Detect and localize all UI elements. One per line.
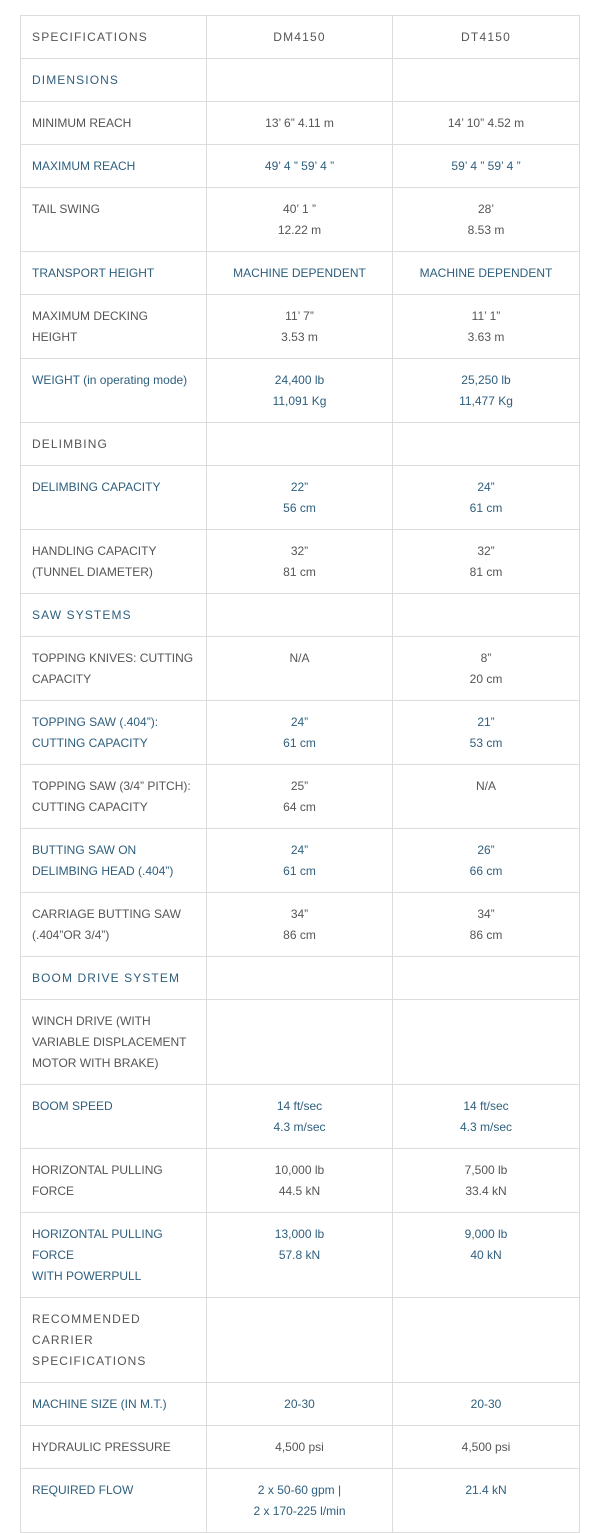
table-row: [21, 188, 580, 252]
dt4150-value: 81 cm: [469, 565, 503, 579]
dt4150-value-cell: [393, 1298, 580, 1383]
dm4150-value: 44.5 kN: [278, 1184, 321, 1198]
dm4150-value: 32”: [290, 544, 309, 558]
spec-label-cell: [21, 701, 207, 765]
spec-label: HYDRAULIC PRESSURE: [32, 1440, 171, 1454]
section-title: SAW SYSTEMS: [32, 608, 132, 622]
dt4150-value: N/A: [475, 779, 496, 793]
dm4150-value: 64 cm: [283, 800, 316, 814]
dm4150-value: 14 ft/sec: [276, 1099, 323, 1113]
spec-label-cell: [21, 1469, 207, 1533]
spec-label: MACHINE SIZE (IN M.T.): [32, 1397, 167, 1411]
spec-label: CAPACITY: [32, 672, 92, 686]
spec-label-cell: [21, 829, 207, 893]
spec-label: WINCH DRIVE (WITH: [32, 1014, 151, 1028]
specifications-panel: [20, 15, 579, 1533]
section-title-cell: [21, 594, 207, 637]
dt4150-value-cell: [393, 594, 580, 637]
spec-label: BUTTING SAW ON: [32, 843, 137, 857]
dm4150-value: 61 cm: [283, 736, 316, 750]
table-row: [21, 145, 580, 188]
dm4150-value: 61 cm: [283, 864, 316, 878]
header-dm4150: DM4150: [207, 16, 393, 59]
dm4150-value-cell: [207, 1149, 393, 1213]
dm4150-value-cell: [207, 145, 393, 188]
dm4150-value: 24,400 lb: [274, 373, 325, 387]
spec-label-cell: [21, 765, 207, 829]
table-row: [21, 1469, 580, 1533]
spec-label: DELIMBING HEAD (.404”): [32, 864, 174, 878]
dt4150-value-cell: [393, 530, 580, 594]
spec-label: HORIZONTAL PULLING FORCE: [32, 1227, 163, 1262]
spec-label: CUTTING CAPACITY: [32, 800, 148, 814]
spec-label: CARRIAGE BUTTING SAW: [32, 907, 181, 921]
table-row: [21, 1085, 580, 1149]
section-header-row: [21, 1298, 580, 1383]
dm4150-value-cell: [207, 594, 393, 637]
dt4150-value: 3.63 m: [467, 330, 505, 344]
dm4150-value: 3.53 m: [281, 330, 318, 344]
table-row: [21, 1426, 580, 1469]
dt4150-value: 40 kN: [470, 1248, 502, 1262]
header-dt4150: DT4150: [393, 16, 580, 59]
dm4150-value: 86 cm: [283, 928, 316, 942]
dt4150-value: 86 cm: [469, 928, 503, 942]
dm4150-value-cell: [207, 295, 393, 359]
dt4150-value: 8.53 m: [467, 223, 505, 237]
dt4150-value-cell: [393, 1000, 580, 1085]
dm4150-value: 10,000 lb: [274, 1163, 325, 1177]
header-specifications: SPECIFICATIONS: [21, 16, 207, 59]
section-header-row: [21, 423, 580, 466]
section-title: BOOM DRIVE SYSTEM: [32, 971, 181, 985]
dm4150-value-cell: [207, 893, 393, 957]
dm4150-value: 81 cm: [283, 565, 316, 579]
spec-label-cell: [21, 1213, 207, 1298]
dt4150-value: 61 cm: [469, 501, 503, 515]
spec-label-cell: [21, 466, 207, 530]
table-row: [21, 1383, 580, 1426]
spec-label-cell: [21, 1383, 207, 1426]
dt4150-value: 32”: [477, 544, 495, 558]
dt4150-value-cell: [393, 701, 580, 765]
dm4150-value: 56 cm: [283, 501, 316, 515]
dt4150-value-cell: [393, 295, 580, 359]
spec-label-cell: [21, 145, 207, 188]
dt4150-value: 11,477 Kg: [459, 394, 513, 408]
spec-label-cell: [21, 530, 207, 594]
spec-label: (TUNNEL DIAMETER): [32, 565, 153, 579]
table-row: [21, 765, 580, 829]
dm4150-value: 13’ 6” 4.11 m: [265, 116, 334, 130]
spec-label: TOPPING KNIVES: CUTTING: [32, 651, 194, 665]
dt4150-value: 21”: [477, 715, 495, 729]
dt4150-value-cell: [393, 359, 580, 423]
dm4150-value-cell: [207, 423, 393, 466]
dt4150-value-cell: [393, 188, 580, 252]
table-row: [21, 893, 580, 957]
dm4150-value-cell: [207, 1085, 393, 1149]
dt4150-value: 59’ 4 ” 59’ 4 ”: [451, 159, 521, 173]
dt4150-value-cell: [393, 637, 580, 701]
spec-label-cell: [21, 359, 207, 423]
dm4150-value: 57.8 kN: [278, 1248, 321, 1262]
spec-label: (.404”OR 3/4”): [32, 928, 110, 942]
section-title: CARRIER: [32, 1333, 94, 1347]
dm4150-value-cell: [207, 102, 393, 145]
dm4150-value-cell: [207, 1426, 393, 1469]
spec-label-cell: [21, 188, 207, 252]
dm4150-value-cell: [207, 957, 393, 1000]
section-title-cell: [21, 59, 207, 102]
dm4150-value: 24”: [290, 715, 309, 729]
dm4150-value: 13,000 lb: [274, 1227, 325, 1241]
spec-label: CUTTING CAPACITY: [32, 736, 148, 750]
dt4150-value-cell: [393, 102, 580, 145]
spec-label: VARIABLE DISPLACEMENT: [32, 1035, 187, 1049]
spec-label: TOPPING SAW (3/4” PITCH):: [32, 779, 191, 793]
table-row: [21, 701, 580, 765]
section-title: SPECIFICATIONS: [32, 1354, 147, 1368]
dt4150-value: 9,000 lb: [464, 1227, 508, 1241]
dt4150-value: 26”: [477, 843, 495, 857]
dm4150-value-cell: [207, 1469, 393, 1533]
spec-label: MINIMUM REACH: [32, 116, 132, 130]
dt4150-value: 66 cm: [469, 864, 503, 878]
dt4150-value: 4.3 m/sec: [459, 1120, 513, 1134]
dm4150-value: MACHINE DEPENDENT: [233, 266, 366, 280]
spec-label: MOTOR WITH BRAKE): [32, 1056, 159, 1070]
dt4150-value-cell: [393, 957, 580, 1000]
spec-label: WITH POWERPULL: [32, 1269, 142, 1283]
spec-label: HANDLING CAPACITY: [32, 544, 157, 558]
table-row: [21, 829, 580, 893]
dm4150-value: 22”: [290, 480, 309, 494]
table-body: [21, 59, 580, 1533]
dm4150-value: 2 x 170-225 l/min: [253, 1504, 346, 1518]
spec-label-cell: [21, 637, 207, 701]
dt4150-value-cell: [393, 145, 580, 188]
dm4150-value-cell: [207, 1383, 393, 1426]
spec-label-cell: [21, 1000, 207, 1085]
dm4150-value: 25”: [290, 779, 309, 793]
dm4150-value-cell: [207, 530, 393, 594]
spec-label-cell: [21, 893, 207, 957]
dm4150-value-cell: [207, 59, 393, 102]
dt4150-value-cell: [393, 1085, 580, 1149]
dt4150-value: MACHINE DEPENDENT: [419, 266, 553, 280]
dt4150-value: 20 cm: [469, 672, 503, 686]
dm4150-value-cell: [207, 466, 393, 530]
dt4150-value: 11’ 1”: [471, 309, 501, 323]
dt4150-value: 25,250 lb: [461, 373, 511, 387]
table-row: [21, 1213, 580, 1298]
spec-label: WEIGHT (in operating mode): [32, 373, 188, 387]
spec-label: REQUIRED FLOW: [32, 1483, 134, 1497]
dt4150-value: 8”: [480, 651, 492, 665]
dt4150-value: 20-30: [470, 1397, 502, 1411]
table-row: [21, 1000, 580, 1085]
section-title: DIMENSIONS: [32, 73, 120, 87]
dm4150-value-cell: [207, 637, 393, 701]
table-header-row: [21, 16, 580, 59]
dm4150-value: 12.22 m: [277, 223, 322, 237]
dt4150-value-cell: [393, 1426, 580, 1469]
dt4150-value-cell: [393, 59, 580, 102]
dt4150-value: 28’: [477, 202, 494, 216]
dm4150-value-cell: [207, 188, 393, 252]
table-row: [21, 295, 580, 359]
dt4150-value: 33.4 kN: [465, 1184, 507, 1198]
dm4150-value-cell: [207, 359, 393, 423]
table-row: [21, 466, 580, 530]
dt4150-value-cell: [393, 1213, 580, 1298]
dm4150-value: 20-30: [284, 1397, 315, 1411]
dm4150-value: 11,091 Kg: [272, 394, 327, 408]
dm4150-value: 11’ 7”: [285, 309, 314, 323]
spec-label-cell: [21, 295, 207, 359]
dt4150-value-cell: [393, 423, 580, 466]
spec-label: TOPPING SAW (.404”):: [32, 715, 159, 729]
dt4150-value: 24”: [477, 480, 495, 494]
spec-label: BOOM SPEED: [32, 1099, 113, 1113]
spec-label: MAXIMUM DECKING HEIGHT: [32, 309, 149, 344]
table-row: [21, 102, 580, 145]
dm4150-value-cell: [207, 701, 393, 765]
dm4150-value: 40’ 1 ”: [283, 202, 316, 216]
dm4150-value: 24”: [290, 843, 309, 857]
dm4150-value: 4,500 psi: [275, 1440, 324, 1454]
section-header-row: [21, 594, 580, 637]
dt4150-value-cell: [393, 1383, 580, 1426]
dt4150-value: 4,500 psi: [461, 1440, 511, 1454]
table-row: [21, 637, 580, 701]
dm4150-value-cell: [207, 1000, 393, 1085]
spec-label-cell: [21, 1085, 207, 1149]
section-title-cell: [21, 957, 207, 1000]
spec-label-cell: [21, 102, 207, 145]
section-header-row: [21, 59, 580, 102]
dm4150-value-cell: [207, 1213, 393, 1298]
section-title: DELIMBING: [32, 437, 108, 451]
dm4150-value: N/A: [289, 651, 310, 665]
spec-label-cell: [21, 1149, 207, 1213]
dm4150-value: 49’ 4 ” 59’ 4 ”: [264, 159, 335, 173]
dm4150-value: 4.3 m/sec: [273, 1120, 326, 1134]
table-row: [21, 359, 580, 423]
dt4150-value: 14 ft/sec: [463, 1099, 509, 1113]
dm4150-value-cell: [207, 252, 393, 295]
section-header-row: [21, 957, 580, 1000]
section-title-cell: [21, 1298, 207, 1383]
dt4150-value-cell: [393, 1469, 580, 1533]
section-title: RECOMMENDED: [32, 1312, 141, 1326]
spec-label: TAIL SWING: [32, 202, 101, 216]
spec-label: DELIMBING CAPACITY: [32, 480, 161, 494]
dt4150-value-cell: [393, 765, 580, 829]
spec-label: HORIZONTAL PULLING FORCE: [32, 1163, 163, 1198]
dt4150-value-cell: [393, 252, 580, 295]
dt4150-value: 7,500 lb: [464, 1163, 508, 1177]
dt4150-value: 14’ 10” 4.52 m: [447, 116, 525, 130]
dt4150-value-cell: [393, 466, 580, 530]
section-title-cell: [21, 423, 207, 466]
table-row: [21, 530, 580, 594]
dt4150-value-cell: [393, 829, 580, 893]
dm4150-value: 2 x 50-60 gpm |: [257, 1483, 342, 1497]
dm4150-value-cell: [207, 829, 393, 893]
dt4150-value: 53 cm: [469, 736, 503, 750]
dt4150-value-cell: [393, 893, 580, 957]
spec-label-cell: [21, 1426, 207, 1469]
dt4150-value: 21.4 kN: [465, 1483, 507, 1497]
dm4150-value-cell: [207, 765, 393, 829]
dt4150-value: 34”: [477, 907, 495, 921]
specifications-table: [20, 15, 580, 1533]
dt4150-value-cell: [393, 1149, 580, 1213]
spec-label: MAXIMUM REACH: [32, 159, 136, 173]
spec-label-cell: [21, 252, 207, 295]
table-row: [21, 1149, 580, 1213]
dm4150-value-cell: [207, 1298, 393, 1383]
spec-label: TRANSPORT HEIGHT: [32, 266, 155, 280]
table-row: [21, 252, 580, 295]
dm4150-value: 34”: [290, 907, 309, 921]
